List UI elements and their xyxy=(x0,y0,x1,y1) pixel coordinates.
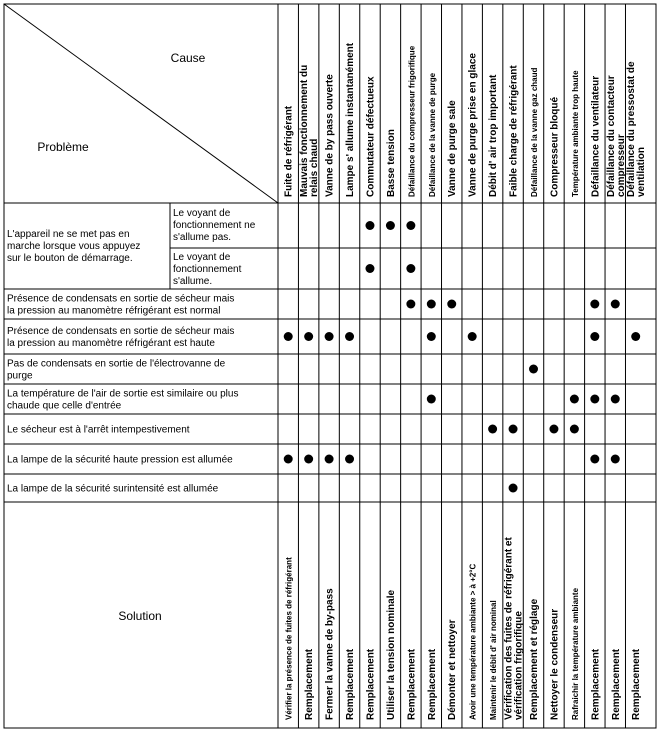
problem-text-line: Présence de condensats en sortie de sécheur mais xyxy=(7,293,235,305)
check-mark xyxy=(284,332,293,341)
cause-header-line: Défaillance du ventilateur xyxy=(590,75,602,197)
solution-label: Solution xyxy=(118,609,162,623)
solution-text xyxy=(489,600,498,720)
problem-text xyxy=(7,455,233,466)
check-mark-dot xyxy=(573,428,575,430)
cause-header-line: Commutateur défectueux xyxy=(365,76,377,197)
check-mark xyxy=(325,455,334,464)
problem-subtext-line: s'allume. xyxy=(173,276,213,287)
check-mark-dot xyxy=(410,268,412,270)
cause-header-line: Lampe s' allume instantanément xyxy=(345,42,357,197)
check-mark xyxy=(345,455,354,464)
problem-subtext xyxy=(173,208,256,243)
problem-text-line: La lampe de la sécurité surintensité est allumée xyxy=(7,483,219,495)
check-mark-dot xyxy=(594,398,596,400)
check-mark-dot xyxy=(553,428,555,430)
check-mark xyxy=(590,332,599,341)
check-mark xyxy=(406,300,415,309)
solution-text xyxy=(365,648,376,720)
cause-header xyxy=(299,65,320,197)
problem-text-line: la pression au manomètre réfrigérant est haute xyxy=(7,338,215,349)
problem-text-line: Présence de condensats en sortie de sécheur mais xyxy=(7,326,235,337)
solution-text-line: Fermer la vanne de by-pass xyxy=(324,588,336,720)
check-mark xyxy=(447,300,456,309)
check-mark-dot xyxy=(369,268,371,270)
check-mark-dot xyxy=(328,336,330,338)
table-header xyxy=(37,51,205,154)
problem-text-line: chaude que celle d'entrée xyxy=(7,400,122,412)
solution-text xyxy=(571,587,580,720)
problem-text xyxy=(7,359,226,382)
check-mark xyxy=(365,264,374,273)
check-mark-dot xyxy=(573,398,575,400)
check-mark-dot xyxy=(349,458,351,460)
problem-text-line: la pression au manomètre réfrigérant est normal xyxy=(7,305,221,317)
cause-header xyxy=(549,97,560,197)
check-mark xyxy=(427,300,436,309)
cause-header-line: Défaillance de la vanne de purge xyxy=(427,72,437,197)
check-mark xyxy=(406,264,415,273)
cause-header-line: Compresseur bloqué xyxy=(549,96,561,197)
cause-header xyxy=(571,70,580,197)
solution-text xyxy=(549,609,560,720)
solution-text-line: Rafraichir la température ambiante xyxy=(570,587,580,720)
solution-text-line: vérification frigorifique xyxy=(513,611,525,720)
cause-header-line: Défaillance de la vanne gaz chaud xyxy=(530,67,539,197)
check-mark xyxy=(325,332,334,341)
solution-text xyxy=(406,648,417,720)
cause-header xyxy=(386,129,397,197)
check-mark xyxy=(570,425,579,434)
cause-header xyxy=(530,68,539,197)
problem-rows xyxy=(7,208,256,495)
problem-text-line: La lampe de la sécurité haute pression est allumée xyxy=(7,454,233,466)
solution-text-line: Vérification des fuites de réfrigérant et xyxy=(503,537,515,720)
solution-text xyxy=(447,619,458,720)
cause-header xyxy=(365,76,376,197)
check-mark-dot xyxy=(614,458,616,460)
header-diagonal xyxy=(4,4,278,203)
check-mark xyxy=(365,221,374,230)
check-mark-dot xyxy=(308,458,310,460)
cause-header-line: Température ambiante trop haute xyxy=(570,70,580,197)
check-mark-dot xyxy=(430,303,432,305)
cause-header xyxy=(345,42,356,197)
problem-subtext-line: s'allume pas. xyxy=(173,232,232,243)
solution-text xyxy=(611,648,622,720)
solution-text xyxy=(504,537,525,720)
check-mark xyxy=(345,332,354,341)
check-mark-dot xyxy=(328,458,330,460)
check-mark-dot xyxy=(471,336,473,338)
solution-text xyxy=(427,648,438,720)
solution-text-line: Vérifier la présence de fuites de réfrigérant xyxy=(284,557,294,720)
cause-header xyxy=(407,45,416,197)
problem-subtext xyxy=(173,252,242,287)
problem-text-line: sur le bouton de démarrage. xyxy=(7,253,133,264)
check-mark-dot xyxy=(594,458,596,460)
check-mark-dot xyxy=(614,398,616,400)
solution-text-line: Remplacement xyxy=(304,648,316,720)
cause-header xyxy=(606,75,627,197)
check-mark xyxy=(631,332,640,341)
check-mark-dot xyxy=(635,336,637,338)
check-mark xyxy=(570,395,579,404)
cause-header-line: Défaillance du pressostat de xyxy=(626,61,638,197)
check-mark-dot xyxy=(512,487,514,489)
solution-text xyxy=(590,648,601,720)
check-mark xyxy=(509,484,518,493)
problem-text-line: Le sécheur est à l'arrêt intempestivement xyxy=(7,424,190,436)
check-mark-dot xyxy=(492,428,494,430)
check-mark-dot xyxy=(410,303,412,305)
problem-text xyxy=(7,484,219,495)
cause-header xyxy=(488,74,499,197)
cause-header xyxy=(590,76,601,197)
cause-label: Cause xyxy=(170,51,206,65)
solution-text xyxy=(469,563,478,720)
check-mark-dot xyxy=(349,336,351,338)
cause-header-line: Vanne de purge prise en glace xyxy=(467,53,479,197)
check-mark-dot xyxy=(430,336,432,338)
check-mark xyxy=(611,300,620,309)
problem-text-line: L'appareil ne se met pas en xyxy=(7,229,130,240)
cause-header xyxy=(428,72,437,197)
problem-text-line: La température de l'air de sortie est similaire ou plus xyxy=(7,388,239,400)
check-mark xyxy=(590,455,599,464)
probleme-label: Problème xyxy=(37,140,89,154)
solution-text-line: Remplacement xyxy=(406,648,418,720)
solution-text xyxy=(304,648,315,720)
check-mark-dot xyxy=(430,398,432,400)
cause-header-line: Basse tension xyxy=(385,129,397,197)
solution-text-line: Remplacement xyxy=(365,648,377,720)
problem-subtext-line: fonctionnement ne xyxy=(173,220,256,231)
solution-text-line: Remplacement xyxy=(631,648,643,720)
check-mark xyxy=(406,221,415,230)
solution-text-line: Maintenir le débit d' air nominal xyxy=(489,600,499,720)
problem-text xyxy=(7,294,234,317)
check-mark xyxy=(529,365,538,374)
solution-text-line: Utiliser la tension nominale xyxy=(385,589,397,720)
problem-subtext-line: fonctionnement xyxy=(173,264,242,275)
solution-text xyxy=(345,648,356,720)
solution-text xyxy=(529,598,540,720)
cause-header-line: Défaillance du compresseur frigorifique xyxy=(407,45,417,197)
solution-text-line: Remplacement xyxy=(610,648,622,720)
check-mark-dot xyxy=(389,225,391,227)
check-mark xyxy=(488,425,497,434)
check-mark-dot xyxy=(287,458,289,460)
check-mark xyxy=(427,332,436,341)
check-mark xyxy=(304,332,313,341)
solution-text-line: Remplacement xyxy=(590,648,602,720)
problem-text-line: Pas de condensats en sortie de l'électrovanne de xyxy=(7,358,226,370)
check-mark xyxy=(509,425,518,434)
check-mark-dot xyxy=(594,303,596,305)
solution-text-line: Remplacement xyxy=(345,648,357,720)
problem-text xyxy=(7,229,140,264)
problem-text-line: purge xyxy=(7,370,33,382)
cause-header-line: Faible charge de réfrigérant xyxy=(508,65,520,197)
check-mark-dot xyxy=(287,336,289,338)
cause-header xyxy=(509,65,520,197)
cause-header-line: Débit d' air trop important xyxy=(488,74,500,197)
cause-header xyxy=(468,53,479,197)
cause-header-line: Défaillance du contacteur xyxy=(605,75,617,197)
cause-header xyxy=(447,100,458,197)
check-mark xyxy=(590,395,599,404)
cause-header-line: Vanne de by pass ouverte xyxy=(324,74,336,197)
problem-text xyxy=(7,389,238,412)
solution-text xyxy=(631,648,642,720)
check-mark xyxy=(468,332,477,341)
check-mark xyxy=(549,425,558,434)
check-mark-dot xyxy=(594,336,596,338)
check-mark xyxy=(611,395,620,404)
problem-subtext-line: Le voyant de xyxy=(173,252,231,263)
problem-text xyxy=(7,326,234,349)
check-mark-dot xyxy=(614,303,616,305)
solution-text xyxy=(386,590,397,720)
cause-header-line: ventilation xyxy=(636,146,648,197)
solution-text-line: Nettoyer le condenseur xyxy=(549,608,561,720)
solution-text xyxy=(285,557,294,720)
problem-text-line: marche lorsque vous appuyez xyxy=(7,241,141,252)
check-mark-dot xyxy=(512,428,514,430)
check-mark xyxy=(284,455,293,464)
solution-text-line: Démonter et nettoyer xyxy=(447,619,459,720)
solution-text-line: Avoir une température ambiante > à +2°C xyxy=(468,563,478,720)
cause-header-line: Fuite de réfrigérant xyxy=(283,105,295,197)
cause-header-line: compresseur xyxy=(615,134,627,197)
check-mark xyxy=(611,455,620,464)
check-mark xyxy=(590,300,599,309)
cause-column-headers xyxy=(284,42,647,197)
cause-header xyxy=(626,61,647,197)
check-mark-dot xyxy=(410,225,412,227)
cause-header xyxy=(325,74,336,197)
cause-header-line: Mauvais fonctionnement du xyxy=(299,64,311,197)
problem-subtext-line: Le voyant de xyxy=(173,208,231,219)
problem-text xyxy=(7,425,190,436)
solution-text-line: Remplacement et réglage xyxy=(529,598,540,720)
check-mark xyxy=(427,395,436,404)
solution-text-line: Remplacement xyxy=(426,648,438,720)
check-mark xyxy=(304,455,313,464)
check-mark-dot xyxy=(451,303,453,305)
cause-header-line: relais chaud xyxy=(309,138,321,197)
cause-header-line: Vanne de purge sale xyxy=(447,100,459,197)
check-mark-dot xyxy=(308,336,310,338)
check-mark-dot xyxy=(369,225,371,227)
cause-header xyxy=(284,105,295,197)
check-mark xyxy=(386,221,395,230)
solution-text xyxy=(325,588,336,720)
check-mark-dot xyxy=(533,368,535,370)
